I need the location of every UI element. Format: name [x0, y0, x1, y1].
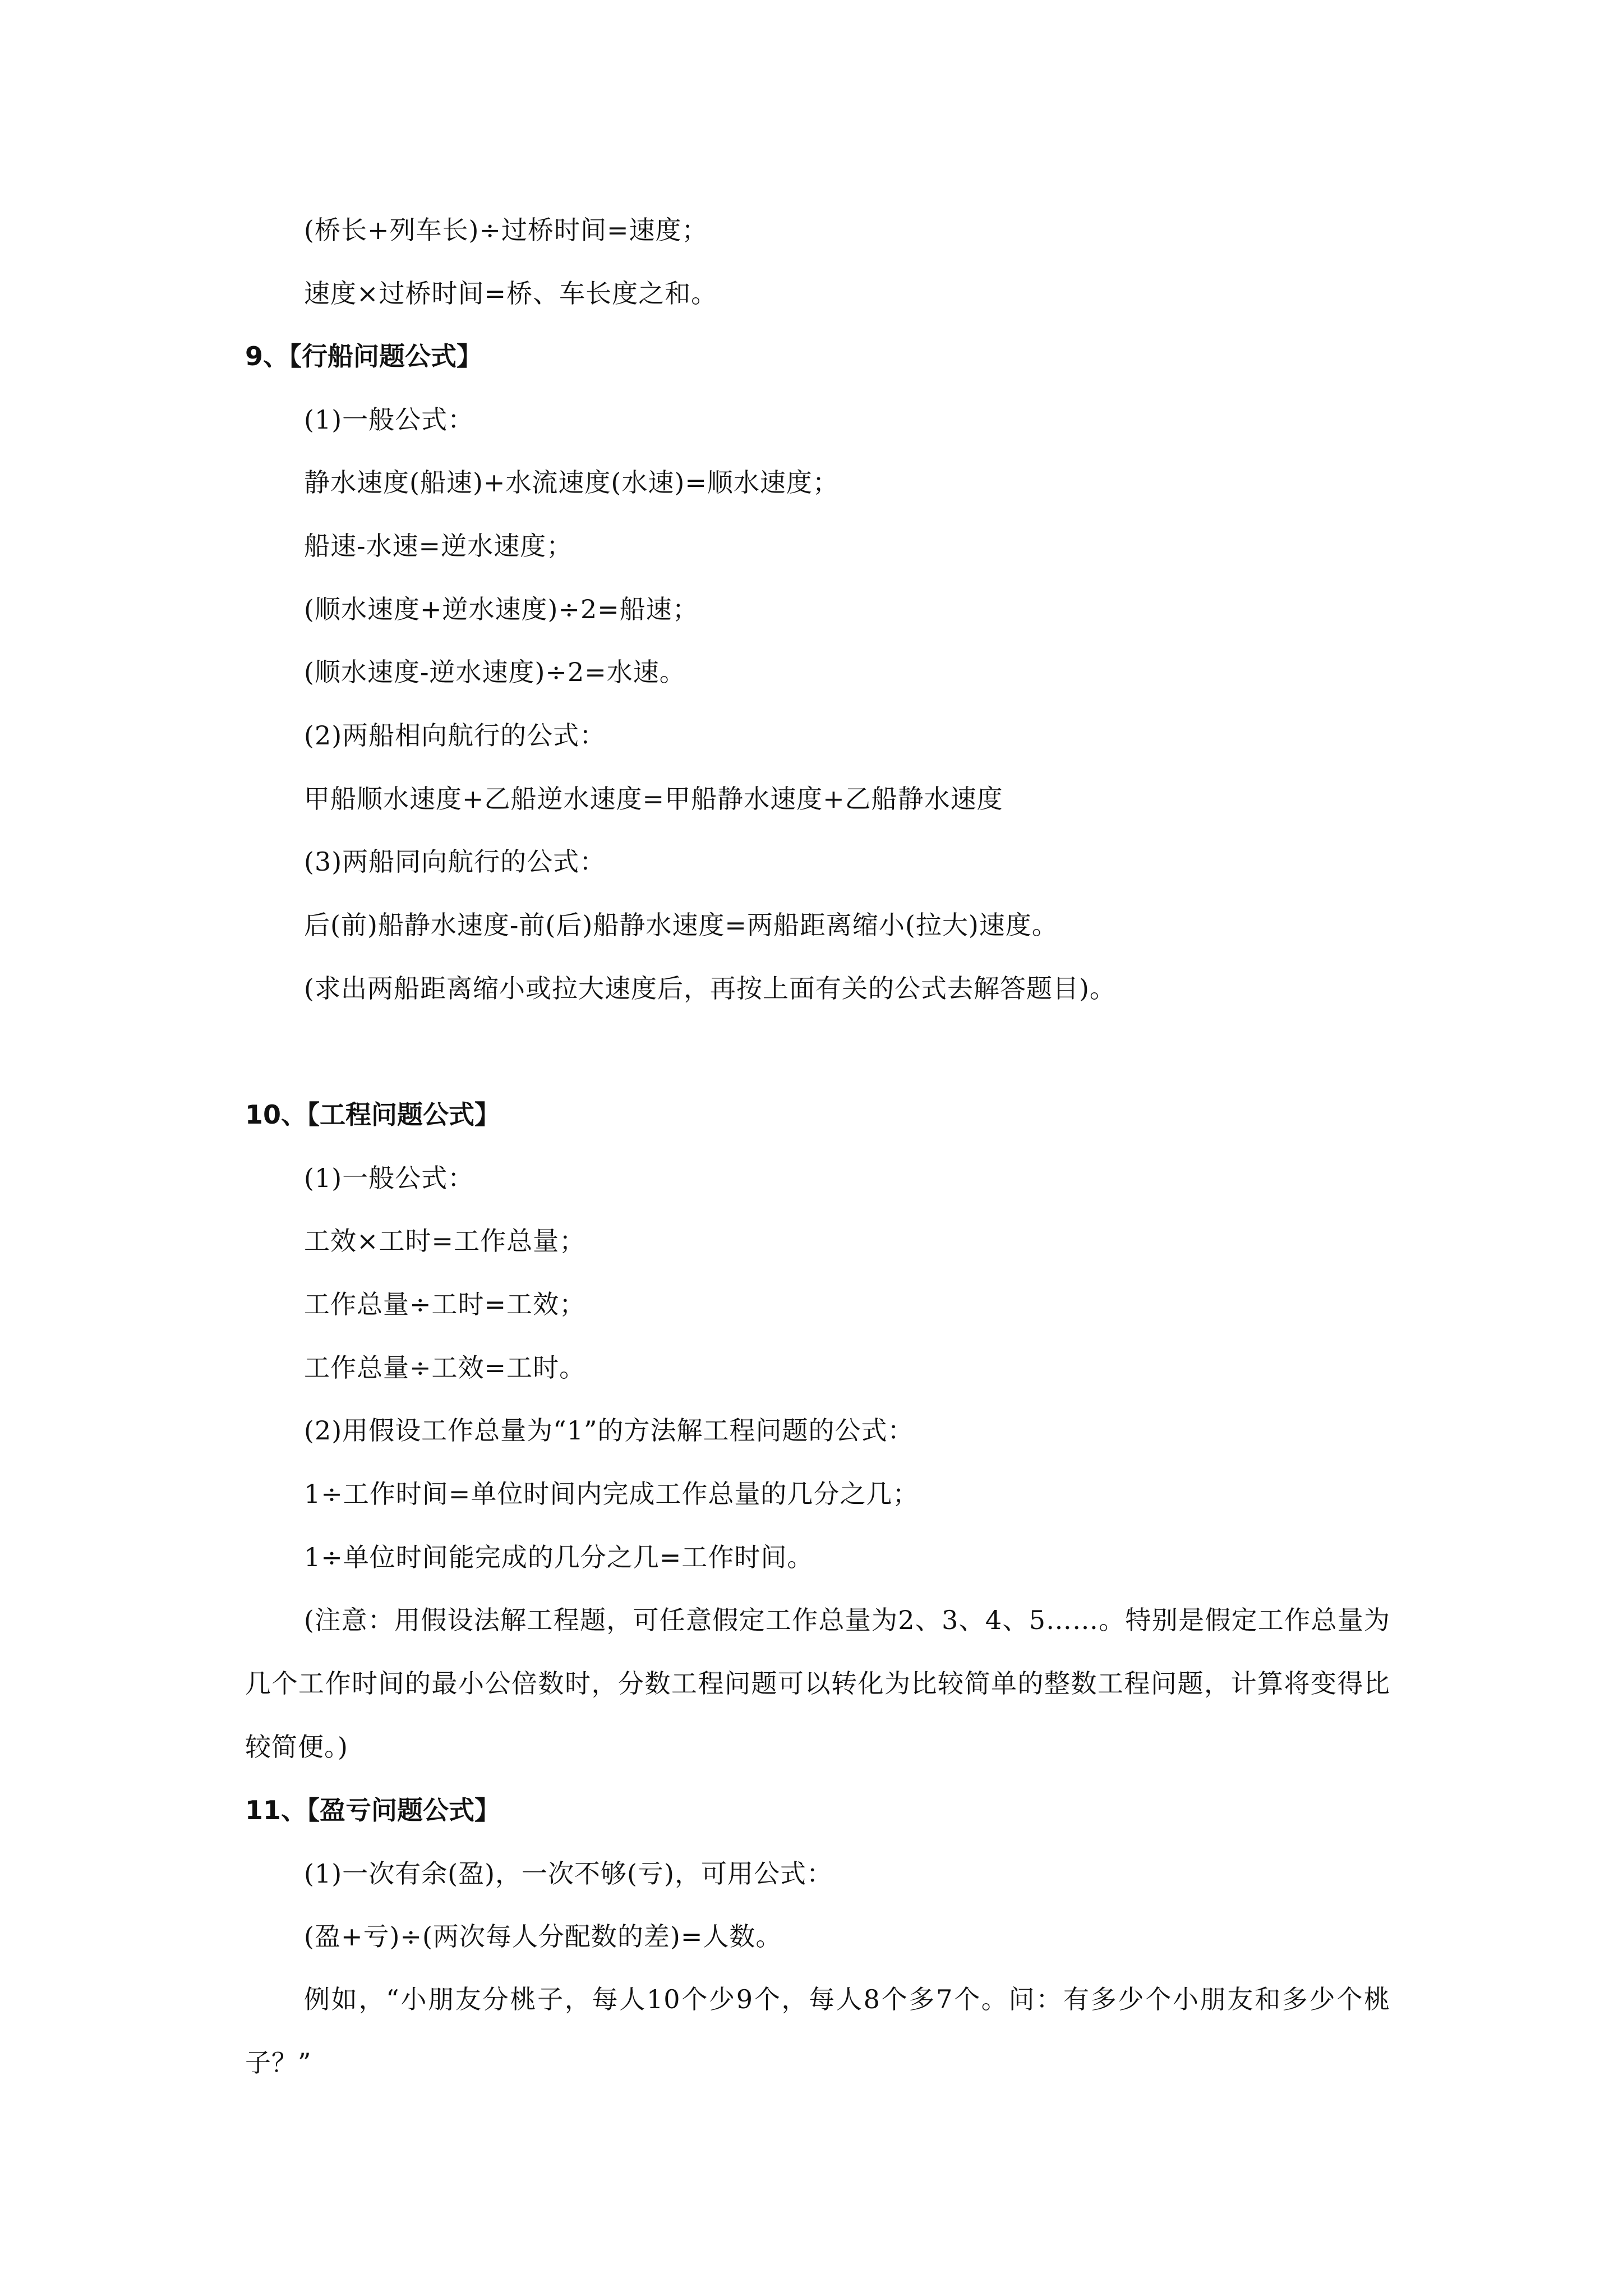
boat-subheading-general: (1)一般公式： [304, 404, 474, 435]
boat-subheading-opposite: (2)两船相向航行的公式： [304, 720, 606, 751]
engineering-subheading-assume: (2)用假设工作总量为“1”的方法解工程问题的公式： [304, 1415, 914, 1446]
profit-loss-formula: (盈+亏)÷(两次每人分配数的差)=人数。 [304, 1921, 782, 1952]
boat-note: (求出两船距离缩小或拉大速度后，再按上面有关的公式去解答题目)。 [304, 973, 1116, 1004]
boat-formula-boat-speed: (顺水速度+逆水速度)÷2=船速； [304, 594, 699, 624]
bridge-formula-speed: (桥长+列车长)÷过桥时间=速度； [304, 215, 708, 245]
engineering-formula-fraction: 1÷工作时间=单位时间内完成工作总量的几分之几； [304, 1479, 919, 1509]
profit-loss-example-paragraph: 例如，“小朋友分桃子，每人10个少9个，每人8个多7个。问：有多少个小朋友和多少个桃子？” [245, 1984, 1390, 2078]
engineering-subheading-general: (1)一般公式： [304, 1163, 474, 1193]
engineering-formula-efficiency: 工作总量÷工时=工效； [304, 1289, 586, 1319]
boat-formula-opposite: 甲船顺水速度+乙船逆水速度=甲船静水速度+乙船静水速度 [304, 784, 1003, 814]
boat-formula-downstream: 静水速度(船速)+水流速度(水速)=顺水速度； [304, 467, 839, 498]
section-heading-engineering: 10、【工程问题公式】 [245, 1099, 501, 1130]
section-heading-boat: 9、【行船问题公式】 [245, 341, 483, 371]
boat-subheading-same: (3)两船同向航行的公式： [304, 846, 606, 877]
bridge-formula-length: 速度×过桥时间=桥、车长度之和。 [304, 278, 718, 309]
boat-formula-water-speed: (顺水速度-逆水速度)÷2=水速。 [304, 657, 686, 687]
boat-formula-same: 后(前)船静水速度-前(后)船静水速度=两船距离缩小(拉大)速度。 [304, 910, 1058, 940]
profit-loss-subheading: (1)一次有余(盈)，一次不够(亏)，可用公式： [304, 1858, 833, 1889]
engineering-formula-worktime: 1÷单位时间能完成的几分之几=工作时间。 [304, 1542, 814, 1572]
engineering-formula-time: 工作总量÷工效=工时。 [304, 1352, 586, 1383]
engineering-note-paragraph: (注意：用假设法解工程题，可任意假定工作总量为2、3、4、5……。特别是假定工作总量为几个工作时间的最小公倍数时，分数工程问题可以转化为比较简单的整数工程问题，计算将变得比较简便。) [245, 1605, 1390, 1762]
section-heading-profit-loss: 11、【盈亏问题公式】 [245, 1795, 501, 1825]
boat-formula-upstream: 船速-水速=逆水速度； [304, 531, 573, 561]
engineering-formula-total: 工效×工时=工作总量； [304, 1226, 586, 1256]
